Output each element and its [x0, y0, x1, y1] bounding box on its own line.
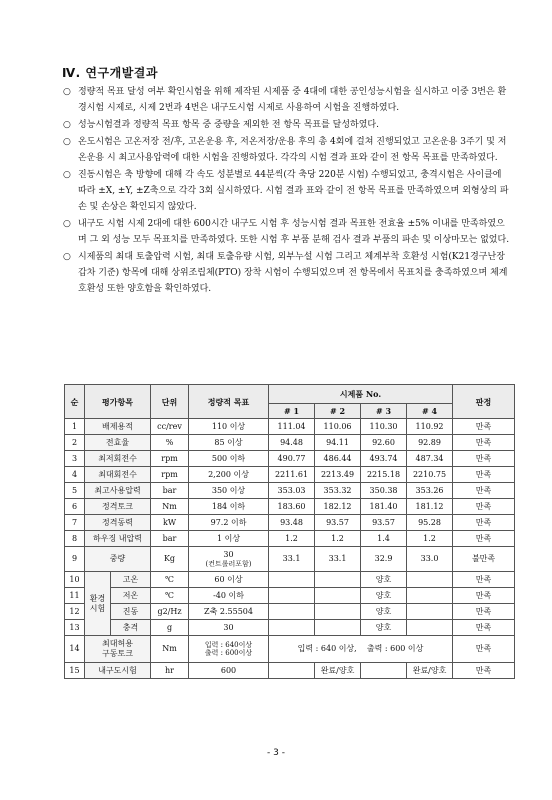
row-sample-1: 1.2 [269, 531, 315, 547]
env-group-label-line: 환경 [89, 593, 106, 603]
row-sample-2 [315, 620, 361, 636]
row-sample-1 [269, 572, 315, 588]
row-unit: rpm [151, 467, 189, 483]
row-verdict: 만족 [453, 572, 515, 588]
row-sample-2 [315, 604, 361, 620]
env-group-label [85, 572, 111, 636]
header-sample-3: # 3 [361, 404, 407, 419]
row-unit: bar [151, 483, 189, 499]
row-sample-4: 33.0 [407, 547, 453, 572]
row-no: 7 [65, 515, 85, 531]
row-item: 진동 [111, 604, 151, 620]
row-sample-4 [407, 588, 453, 604]
bullet-text: 성능시험결과 정량적 목표 항목 중 중량을 제외한 전 항목 목표를 달성하였다. [78, 120, 379, 130]
row-no: 14 [65, 636, 85, 663]
bullet-text: 내구도 시험 시제 2대에 대한 600시간 내구도 시험 후 성능시험 결과 목표한 전효율 ±5% 이내를 만족하였으며 그 외 성능 모두 목표치를 만족하였다. 또한 시험 후 부품 분해 검사 결과 부품의 파손 및 이상마모는 없었다. [78, 219, 510, 245]
row-sample-2 [315, 588, 361, 604]
row-verdict: 만족 [453, 636, 515, 663]
bullet-circle-icon: ○ [63, 137, 71, 147]
row-unit: g2/Hz [151, 604, 189, 620]
row-item: 최대회전수 [85, 467, 151, 483]
row-sample-2: 182.12 [315, 499, 361, 515]
row-verdict: 불만족 [453, 547, 515, 572]
row-sample-2: 486.44 [315, 451, 361, 467]
row-sample-3: 양호 [361, 604, 407, 620]
table-row [65, 483, 515, 499]
row-sample-2: 353.32 [315, 483, 361, 499]
row-unit: Nm [151, 636, 189, 663]
header-unit: 단위 [151, 385, 189, 419]
row-target: 1 이상 [189, 531, 269, 547]
row-item-line: 구동토크 [102, 649, 133, 658]
row-sample-1: 2211.61 [269, 467, 315, 483]
row-no: 4 [65, 467, 85, 483]
row-sample-4: 110.92 [407, 419, 453, 435]
row-no: 15 [65, 663, 85, 679]
row-verdict: 만족 [453, 620, 515, 636]
row-verdict: 만족 [453, 604, 515, 620]
row-item: 최저회전수 [85, 451, 151, 467]
row-target: 500 이하 [189, 451, 269, 467]
row-item: 최고사용압력 [85, 483, 151, 499]
row-sample-2: 2213.49 [315, 467, 361, 483]
page-number: - 3 - [267, 748, 285, 758]
row-unit: ℃ [151, 572, 189, 588]
header-sample-2: # 2 [315, 404, 361, 419]
row-item: 배제용적 [85, 419, 151, 435]
table-row [65, 604, 515, 620]
row-no: 5 [65, 483, 85, 499]
row-result-merged: 입력 : 640 이상, 출력 : 600 이상 [269, 636, 453, 663]
row-verdict: 만족 [453, 483, 515, 499]
row-unit: Kg [151, 547, 189, 572]
row-sample-2: 33.1 [315, 547, 361, 572]
row-no: 9 [65, 547, 85, 572]
table-row [65, 547, 515, 572]
row-no: 11 [65, 588, 85, 604]
row-sample-4: 완료/양호 [407, 663, 453, 679]
row-sample-3: 93.57 [361, 515, 407, 531]
row-sample-1 [269, 620, 315, 636]
row-sample-3 [361, 663, 407, 679]
bullet-item [62, 216, 512, 248]
table-row [65, 636, 515, 663]
row-sample-3: 양호 [361, 588, 407, 604]
row-sample-4: 95.28 [407, 515, 453, 531]
row-sample-4: 92.89 [407, 435, 453, 451]
header-sample-1: # 1 [269, 404, 315, 419]
row-sample-1: 183.60 [269, 499, 315, 515]
row-unit: hr [151, 663, 189, 679]
row-target [189, 636, 269, 663]
bullet-circle-icon: ○ [63, 170, 71, 180]
row-no: 10 [65, 572, 85, 588]
row-item: 고온 [111, 572, 151, 588]
row-sample-1 [269, 588, 315, 604]
bullet-text: 정량적 목표 달성 여부 확인시험을 위해 제작된 시제품 중 4대에 대한 공인성능시험을 실시하고 이중 3번은 환경시험 시제로, 시제 2번과 4번은 내구도시험 시제로 사용하여 시험을 진행하였다. [78, 87, 507, 113]
bullet-item [62, 117, 512, 133]
row-no: 3 [65, 451, 85, 467]
row-sample-1: 353.03 [269, 483, 315, 499]
row-sample-1: 33.1 [269, 547, 315, 572]
row-target [189, 547, 269, 572]
row-target: 350 이상 [189, 483, 269, 499]
row-no: 12 [65, 604, 85, 620]
row-unit: bar [151, 531, 189, 547]
row-target: Z축 2.55504 [189, 604, 269, 620]
row-sample-4: 353.26 [407, 483, 453, 499]
table-row [65, 588, 515, 604]
row-sample-3: 32.9 [361, 547, 407, 572]
bullet-item [62, 249, 512, 297]
header-target: 정량적 목표 [189, 385, 269, 419]
bullet-item [62, 84, 512, 116]
row-unit: rpm [151, 451, 189, 467]
row-target: 85 이상 [189, 435, 269, 451]
row-sample-1 [269, 663, 315, 679]
row-item: 중량 [85, 547, 151, 572]
row-target: 30 [189, 620, 269, 636]
row-sample-3: 1.4 [361, 531, 407, 547]
bullet-circle-icon: ○ [63, 87, 71, 97]
bullet-text: 진동시험은 축 방향에 대해 각 속도 성분별로 44분씩(각 축당 220분 시험) 수행되었고, 충격시험은 사이클에 따라 ±X, ±Y, ±Z축으로 각각 3회 실시하였다. 시험 결과 표와 같이 전 항목 목표를 만족하였으며 외형상의 파손 및 손상은 확인되지 않았다. [78, 170, 509, 212]
row-item [85, 636, 151, 663]
row-sample-1: 490.77 [269, 451, 315, 467]
row-sample-1: 111.04 [269, 419, 315, 435]
row-item: 전효율 [85, 435, 151, 451]
row-item: 정격토크 [85, 499, 151, 515]
row-item: 저온 [111, 588, 151, 604]
row-sample-4: 2210.75 [407, 467, 453, 483]
row-item: 내구도시험 [85, 663, 151, 679]
header-samples: 시제품 No. [269, 385, 453, 404]
bullet-list [62, 84, 512, 298]
row-target-line: 입력 : 640이상 [204, 641, 253, 649]
row-sample-3: 350.38 [361, 483, 407, 499]
row-sample-3: 2215.18 [361, 467, 407, 483]
row-sample-3: 181.40 [361, 499, 407, 515]
header-sample-4: # 4 [407, 404, 453, 419]
row-unit: % [151, 435, 189, 451]
table-row [65, 419, 515, 435]
row-sample-3: 양호 [361, 620, 407, 636]
row-verdict: 만족 [453, 499, 515, 515]
row-sample-1: 94.48 [269, 435, 315, 451]
bullet-item [62, 134, 512, 166]
row-verdict: 만족 [453, 467, 515, 483]
row-sample-2: 완료/양호 [315, 663, 361, 679]
row-sample-1 [269, 604, 315, 620]
row-no: 2 [65, 435, 85, 451]
row-target: 97.2 이하 [189, 515, 269, 531]
row-verdict: 만족 [453, 419, 515, 435]
row-unit: g [151, 620, 189, 636]
row-verdict: 만족 [453, 663, 515, 679]
bullet-circle-icon: ○ [63, 219, 71, 229]
row-verdict: 만족 [453, 588, 515, 604]
row-sample-3: 92.60 [361, 435, 407, 451]
bullet-text: 시제품의 최대 토출압력 시험, 최대 토출유량 시험, 외부누설 시험 그리고 체계부착 호환성 시험(K21경구난장갑차 기준) 항목에 대해 상위조립체(PTO) 장착 시험이 수행되었으며 전 항목에서 목표치를 충족하였으며 체계호환성 또한 양호함을 확인하였다. [78, 252, 508, 294]
row-target-value: 30 [223, 550, 234, 559]
row-verdict: 만족 [453, 531, 515, 547]
row-no: 6 [65, 499, 85, 515]
row-sample-4 [407, 604, 453, 620]
row-sample-4: 487.34 [407, 451, 453, 467]
bullet-item [62, 167, 512, 215]
row-target-note: (컨트롤러포함) [205, 560, 252, 568]
row-item: 충격 [111, 620, 151, 636]
test-results-table [64, 384, 515, 679]
row-sample-3: 양호 [361, 572, 407, 588]
row-unit: kW [151, 515, 189, 531]
row-sample-2: 1.2 [315, 531, 361, 547]
row-no: 13 [65, 620, 85, 636]
bullet-text: 온도시험은 고온저장 전/후, 고온운용 후, 저온저장/운용 후의 총 4회에 걸쳐 진행되었고 고온운용 3주기 및 저온운용 시 최고사용압력에 대한 시험을 진행하였다. 각각의 시험 결과 표와 같이 전 항목 목표를 만족하였다. [78, 137, 507, 163]
table-row [65, 435, 515, 451]
row-sample-2: 94.11 [315, 435, 361, 451]
row-unit: ℃ [151, 588, 189, 604]
row-sample-4 [407, 572, 453, 588]
header-verdict: 판정 [453, 385, 515, 419]
bullet-circle-icon: ○ [63, 120, 71, 130]
row-target: 2,200 이상 [189, 467, 269, 483]
row-sample-2 [315, 572, 361, 588]
bullet-circle-icon: ○ [63, 252, 71, 262]
table-row [65, 499, 515, 515]
row-unit: cc/rev [151, 419, 189, 435]
row-verdict: 만족 [453, 435, 515, 451]
row-target: 184 이하 [189, 499, 269, 515]
table-row [65, 620, 515, 636]
row-no: 1 [65, 419, 85, 435]
row-sample-4: 181.12 [407, 499, 453, 515]
row-unit: Nm [151, 499, 189, 515]
row-sample-2: 110.06 [315, 419, 361, 435]
table-row [65, 572, 515, 588]
row-sample-3: 493.74 [361, 451, 407, 467]
env-group-label-line: 시험 [89, 603, 106, 613]
row-item-line: 최대허용 [102, 639, 133, 648]
row-sample-4 [407, 620, 453, 636]
row-verdict: 만족 [453, 515, 515, 531]
row-target-line: 출력 : 600이상 [204, 649, 253, 657]
row-verdict: 만족 [453, 451, 515, 467]
row-sample-4: 1.2 [407, 531, 453, 547]
table-row [65, 451, 515, 467]
table-row [65, 663, 515, 679]
row-target: -40 이하 [189, 588, 269, 604]
row-target: 60 이상 [189, 572, 269, 588]
table-row [65, 515, 515, 531]
row-sample-3: 110.30 [361, 419, 407, 435]
row-target: 110 이상 [189, 419, 269, 435]
row-no: 8 [65, 531, 85, 547]
table-row [65, 531, 515, 547]
table-row [65, 467, 515, 483]
section-heading: Ⅳ. 연구개발결과 [62, 66, 158, 80]
row-sample-1: 93.48 [269, 515, 315, 531]
header-no: 순 [65, 385, 85, 419]
row-target: 600 [189, 663, 269, 679]
row-item: 정격동력 [85, 515, 151, 531]
row-item: 하우징 내압력 [85, 531, 151, 547]
row-sample-2: 93.57 [315, 515, 361, 531]
header-item: 평가항목 [85, 385, 151, 419]
